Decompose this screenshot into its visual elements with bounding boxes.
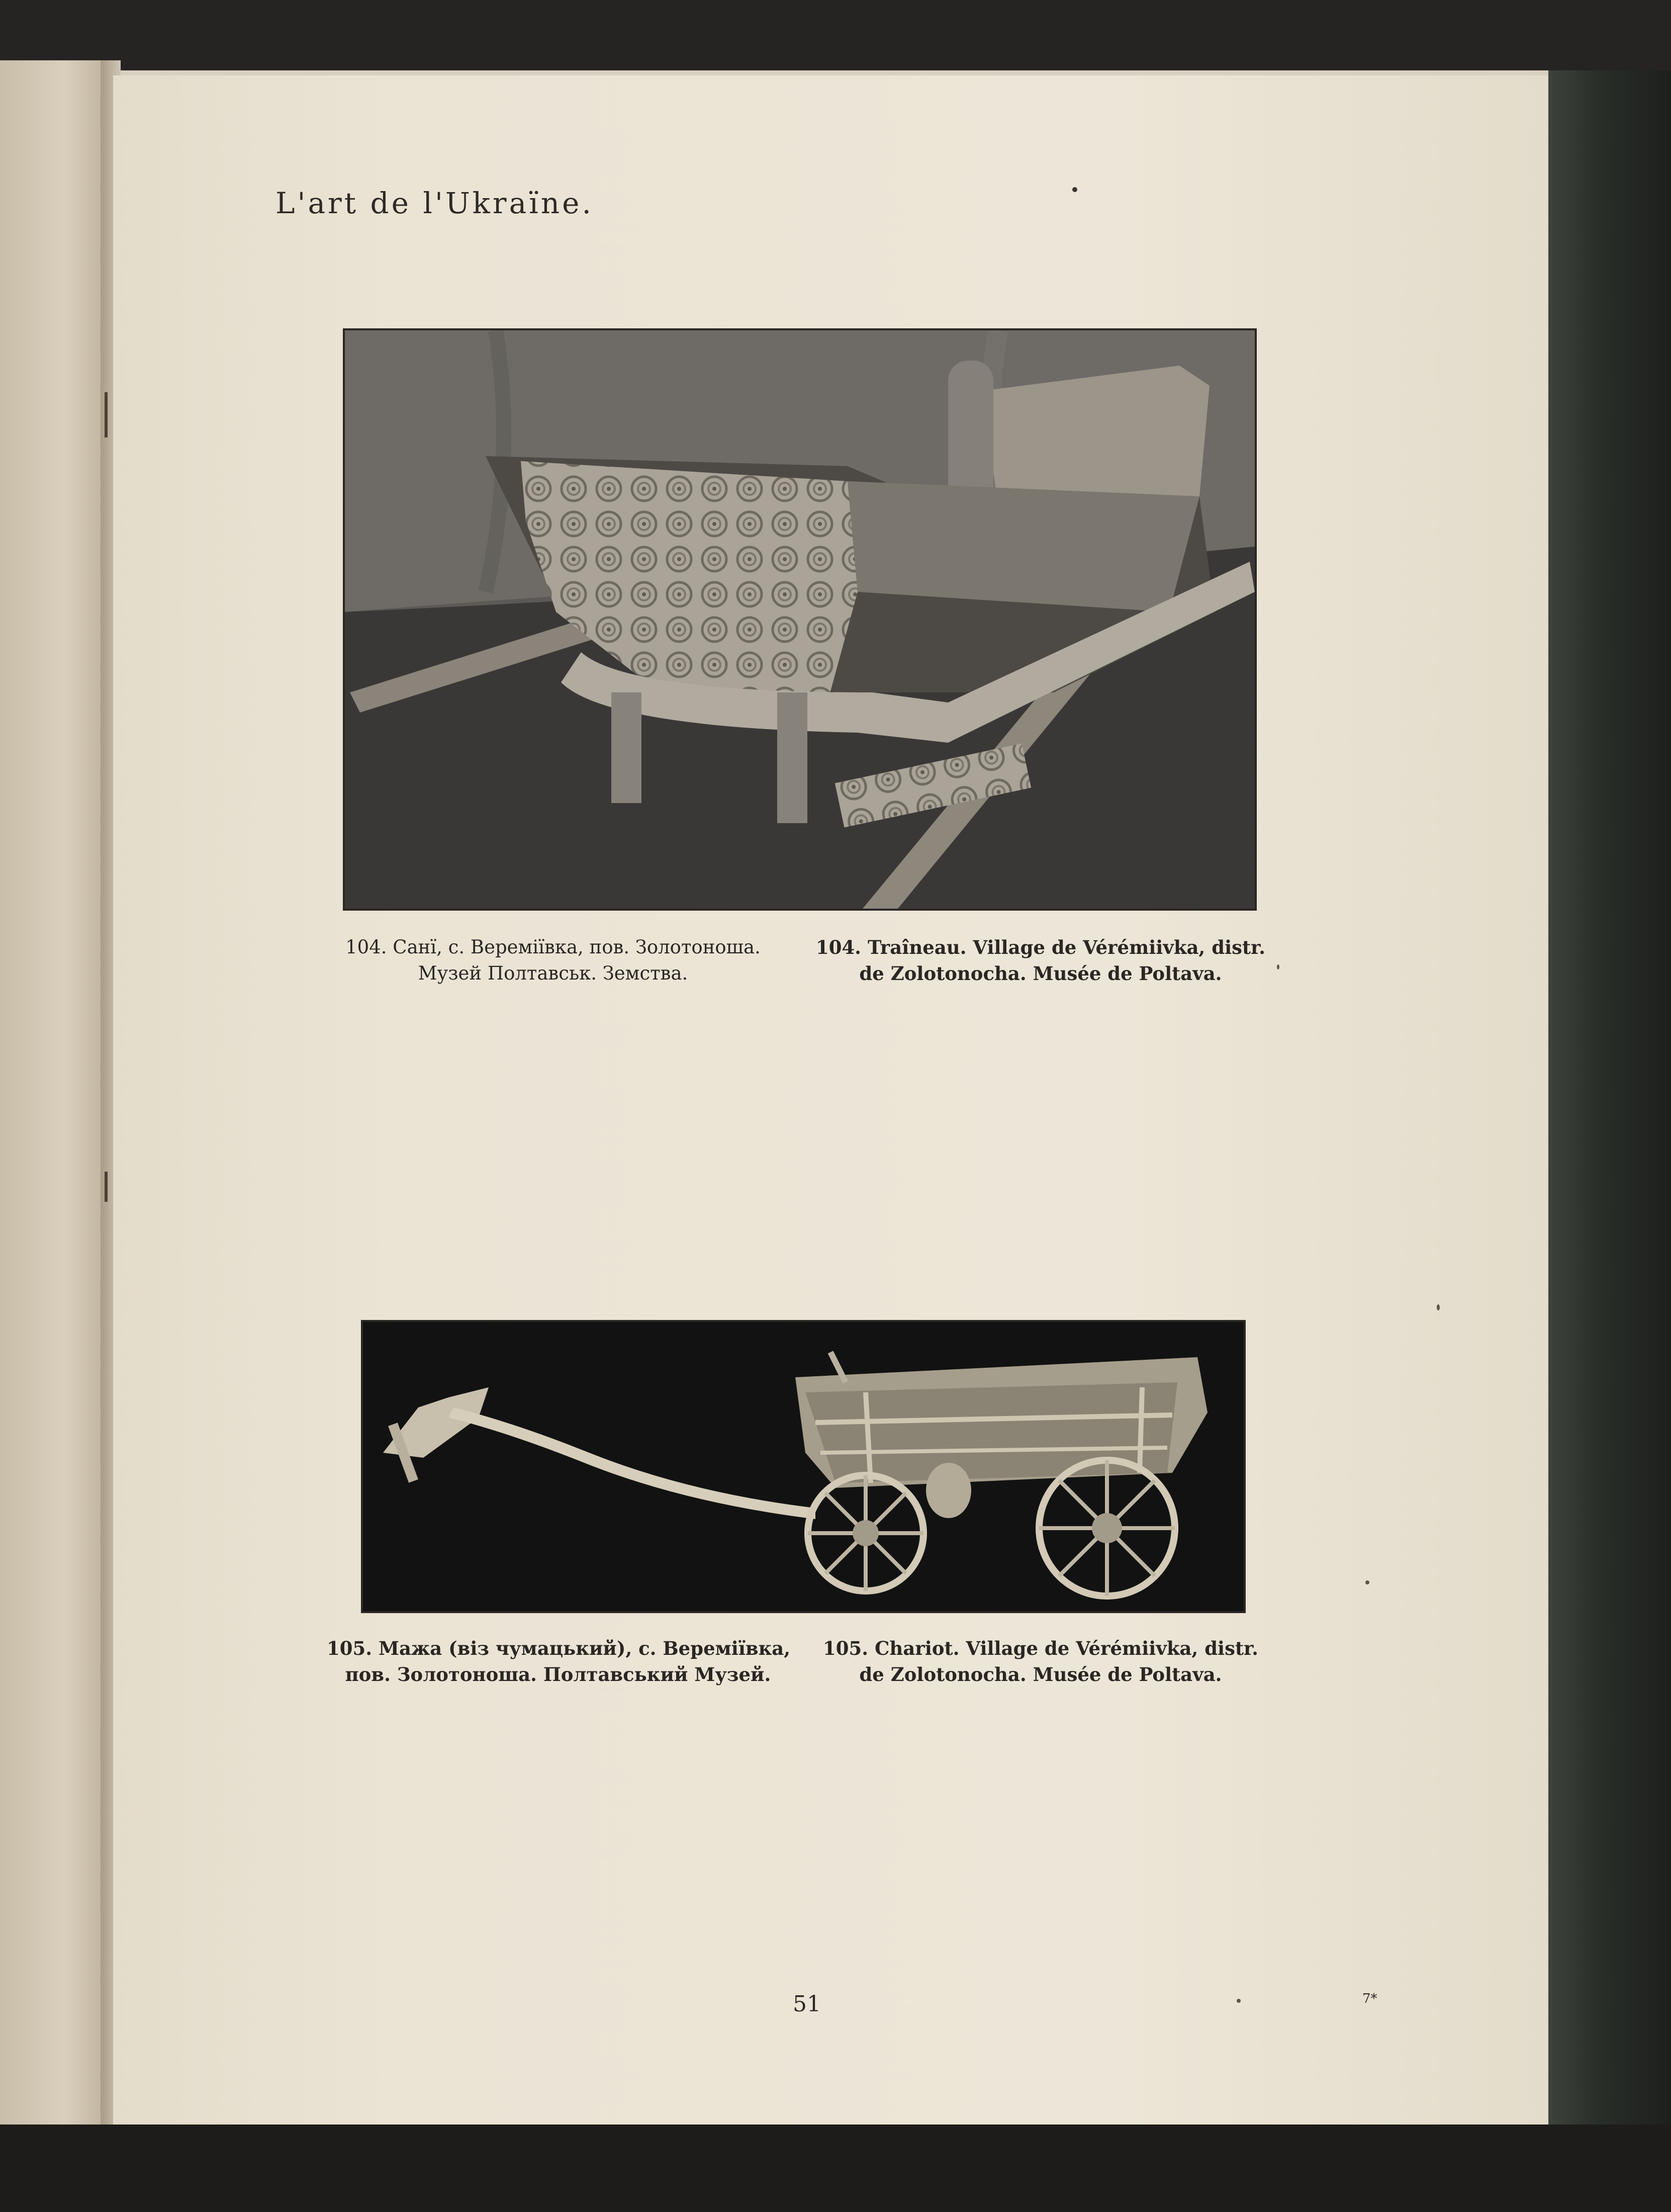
figure-104-caption-ukrainian [327,934,779,987]
sleigh-illustration [345,330,1255,909]
figure-105-caption-french [799,1635,1282,1688]
figure-105-caption-ukrainian [327,1635,789,1688]
page-number: 51 [793,1991,821,2017]
facing-page-edge [0,60,108,2127]
caption-line: de Zolotonocha. Musée de Poltava. [859,1663,1222,1686]
cart-illustration [363,1322,1244,1611]
running-title: L'art de l'Ukraïne. [275,186,594,220]
figure-104-photo [343,328,1257,911]
signature-mark: 7* [1362,1991,1377,2006]
ink-speck [1277,964,1279,969]
facing-page-mark [105,392,108,437]
background-top [0,0,1671,70]
ink-speck [1365,1580,1369,1584]
caption-line: пов. Золотоноша. Полтавський Музей. [345,1663,771,1686]
figure-105-photo [361,1320,1246,1613]
ink-speck [1072,187,1077,192]
caption-line: 105. Мажа (віз чумацький), с. Веремiївка, [327,1637,791,1659]
ink-speck [1437,1304,1440,1310]
caption-line: de Zolotonocha. Musée de Poltava. [859,962,1222,985]
caption-line: 104. Санї, с. Веремiївка, пов. Золотоноша. [345,936,761,958]
figure-104-caption-french [799,934,1282,987]
background-bottom [0,2125,1671,2212]
caption-line: 104. Traîneau. Village de Vérémiivka, distr. [815,936,1266,958]
facing-page-mark [105,1172,108,1202]
book-cover-edge [1548,70,1671,2127]
caption-line: 105. Chariot. Village de Vérémiivka, distr. [822,1637,1259,1659]
caption-line: Музей Полтавськ. Земства. [418,962,688,984]
ink-speck [1237,1999,1241,2003]
